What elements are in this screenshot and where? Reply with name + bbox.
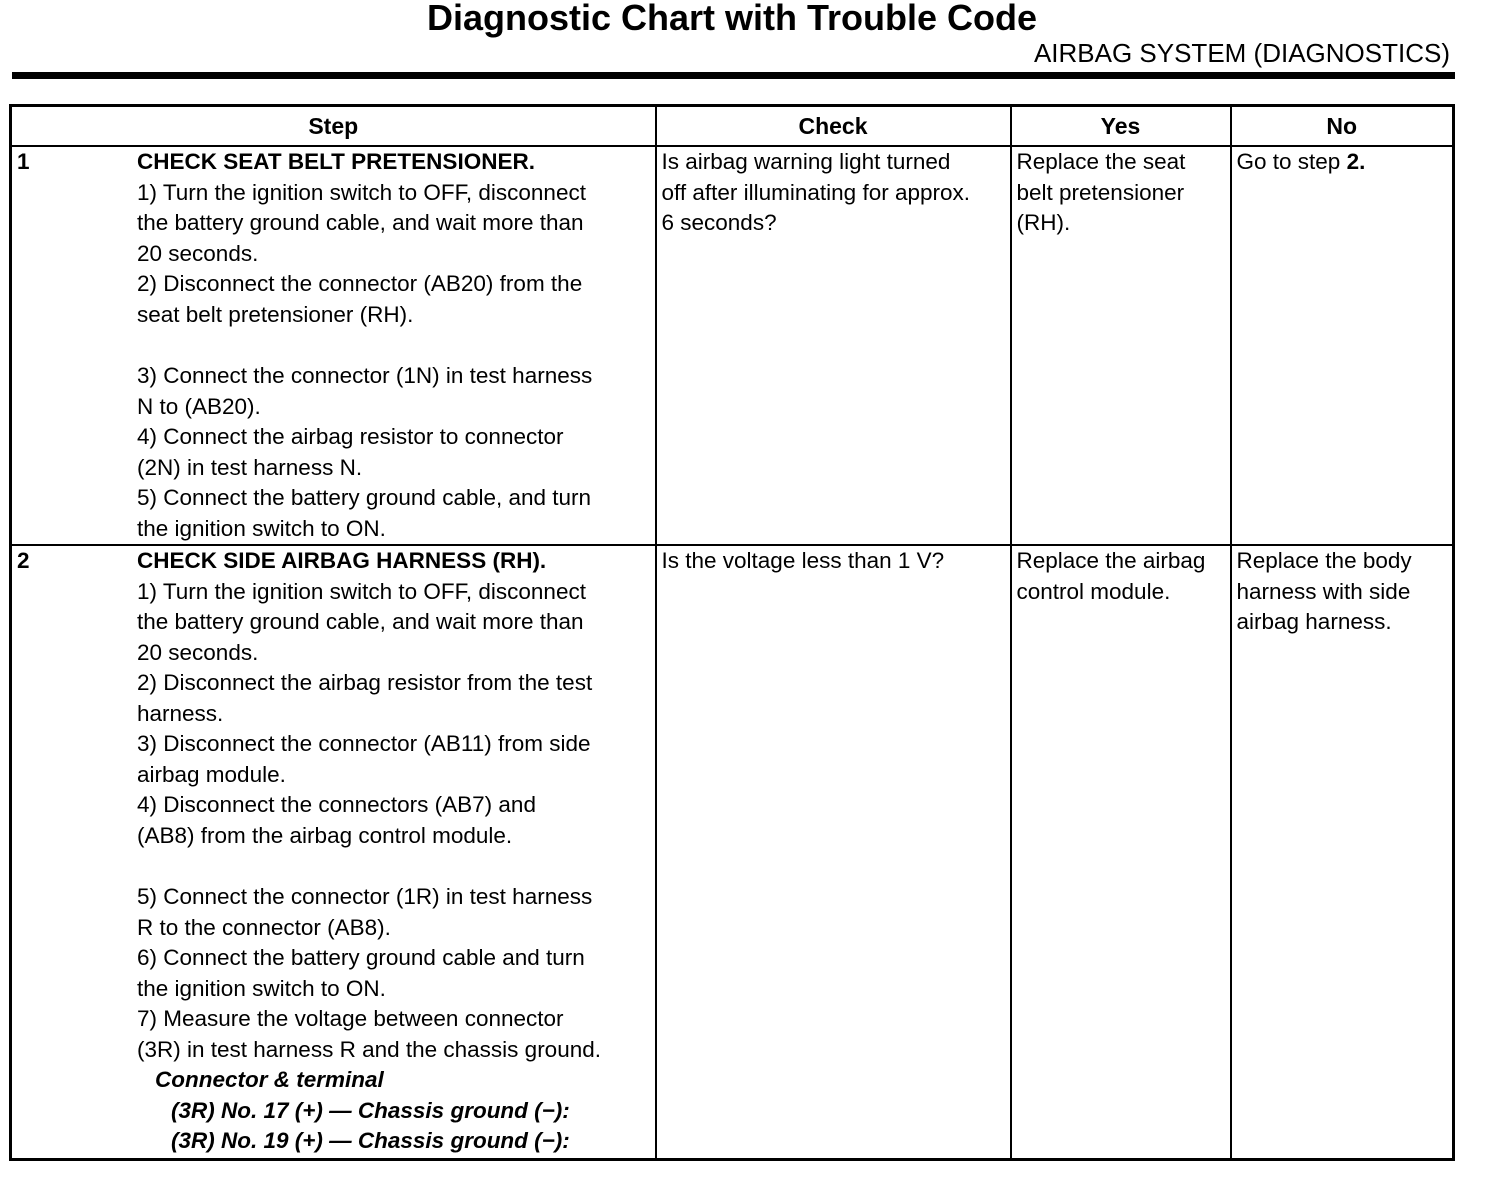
- yes-line: control module.: [1016, 578, 1171, 604]
- yes-line: (RH).: [1016, 210, 1071, 235]
- no-line: harness with side: [1236, 578, 1411, 604]
- step-line: 7) Measure the voltage between connector: [137, 1006, 564, 1031]
- step-line: 5) Connect the connector (1R) in test harness: [137, 884, 593, 909]
- check-line: 6 seconds?: [661, 210, 777, 235]
- step-heading: CHECK SEAT BELT PRETENSIONER.: [137, 149, 535, 174]
- step-line: 4) Disconnect the connectors (AB7) and: [137, 792, 536, 817]
- step-instructions: [137, 546, 651, 1157]
- no-line: Replace the body: [1236, 548, 1412, 573]
- step-line: 20 seconds.: [137, 240, 259, 266]
- yes-line: Replace the airbag: [1016, 548, 1206, 573]
- page-title: Diagnostic Chart with Trouble Code: [426, 0, 1038, 38]
- yes-cell: [1011, 146, 1231, 545]
- step-heading: CHECK SIDE AIRBAG HARNESS (RH).: [137, 548, 547, 573]
- step-line: 1) Turn the ignition switch to OFF, disconnect: [137, 179, 586, 205]
- step-cell: [11, 146, 656, 545]
- step-line: 2) Disconnect the airbag resistor from the test: [137, 670, 593, 695]
- table-row: [11, 545, 1454, 1160]
- no-cell: [1231, 545, 1454, 1160]
- check-line: off after illuminating for approx.: [661, 179, 970, 205]
- table-header-row: [11, 106, 1454, 147]
- step-line: 20 seconds.: [137, 639, 259, 665]
- section-subtitle: AIRBAG SYSTEM (DIAGNOSTICS): [1033, 38, 1450, 68]
- connector-terminal-item: (3R) No. 19 (+) — Chassis ground (−):: [171, 1128, 570, 1153]
- step-cell: [11, 545, 656, 1160]
- column-header-no: No: [1231, 106, 1454, 147]
- table-row: [11, 146, 1454, 545]
- step-line: (3R) in test harness R and the chassis ground.: [137, 1036, 601, 1062]
- step-line: airbag module.: [137, 761, 286, 787]
- no-cell: [1231, 146, 1454, 545]
- no-step-ref: 2.: [1346, 149, 1366, 174]
- step-line: (AB8) from the airbag control module.: [137, 822, 513, 848]
- step-line: 6) Connect the battery ground cable and turn: [137, 945, 585, 970]
- yes-line: Replace the seat: [1016, 149, 1186, 174]
- step-line: 1) Turn the ignition switch to OFF, disconnect: [137, 578, 586, 604]
- step-instructions: [137, 147, 651, 544]
- step-line: harness.: [137, 700, 224, 726]
- step-number: 1: [17, 149, 30, 174]
- step-line: (2N) in test harness N.: [137, 454, 363, 480]
- header-rule: [12, 72, 1455, 79]
- yes-cell: [1011, 545, 1231, 1160]
- step-line: seat belt pretensioner (RH).: [137, 301, 414, 327]
- yes-line: belt pretensioner: [1016, 179, 1185, 205]
- check-cell: [656, 545, 1011, 1160]
- step-line: 3) Disconnect the connector (AB11) from side: [137, 731, 591, 756]
- step-line: the ignition switch to ON.: [137, 975, 386, 1001]
- diagnostic-table: [9, 104, 1455, 1161]
- check-cell: [656, 146, 1011, 545]
- step-line: 4) Connect the airbag resistor to connector: [137, 424, 564, 449]
- step-line: R to the connector (AB8).: [137, 914, 391, 940]
- column-header-step: Step: [11, 106, 656, 147]
- step-line: the ignition switch to ON.: [137, 515, 386, 541]
- no-line: airbag harness.: [1236, 609, 1392, 634]
- column-header-yes: Yes: [1011, 106, 1231, 147]
- check-line: Is airbag warning light turned: [661, 149, 951, 174]
- step-line: 5) Connect the battery ground cable, and turn: [137, 485, 592, 510]
- no-prefix: Go to step: [1236, 149, 1347, 174]
- connector-terminal-item: (3R) No. 17 (+) — Chassis ground (−):: [171, 1097, 570, 1123]
- no-line: [1237, 147, 1449, 178]
- step-number: 2: [17, 548, 30, 573]
- spacer: [137, 851, 651, 882]
- step-line: 2) Disconnect the connector (AB20) from the: [137, 271, 583, 296]
- step-line: N to (AB20).: [137, 393, 261, 419]
- connector-terminal-title: Connector & terminal: [155, 1067, 384, 1092]
- spacer: [137, 330, 651, 361]
- check-line: Is the voltage less than 1 V?: [661, 548, 945, 573]
- column-header-check: Check: [656, 106, 1011, 147]
- step-line: the battery ground cable, and wait more than: [137, 609, 584, 634]
- step-line: 3) Connect the connector (1N) in test harness: [137, 363, 593, 388]
- step-line: the battery ground cable, and wait more than: [137, 210, 584, 235]
